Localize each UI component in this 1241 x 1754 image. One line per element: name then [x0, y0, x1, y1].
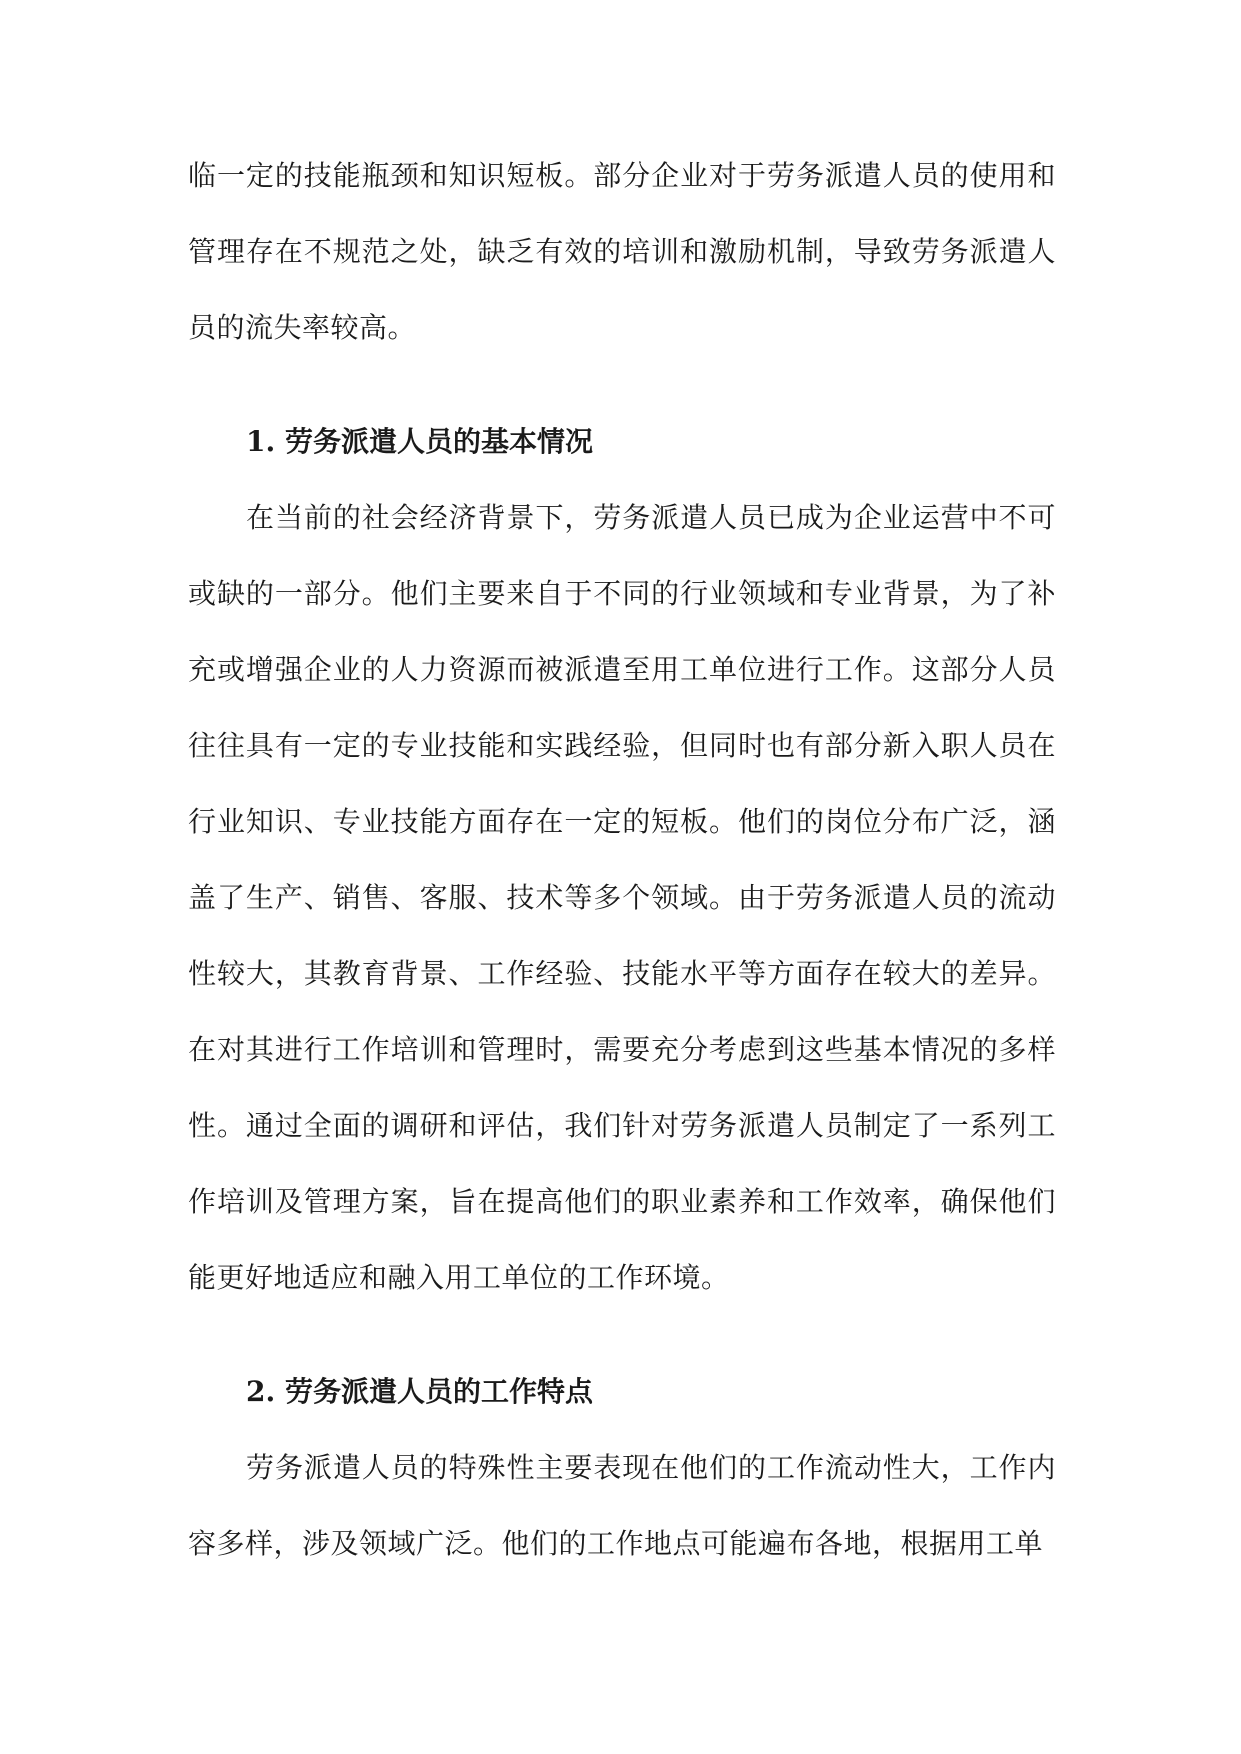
section-2-heading: 2. 劳务派遣人员的工作特点 [246, 1375, 593, 1408]
section-1-paragraph: 在当前的社会经济背景下，劳务派遣人员已成为企业运营中不可或缺的一部分。他们主要来自于不同的行业领域和专业背景，为了补充或增强企业的人力资源而被派遣至用工单位进行工作。这部分人员往往具有一定的专业技能和实践经验，但同时也有部分新入职人员在行业知识、专业技能方面存在一定的短板。他们的岗位分布广泛，涵盖了生产、销售、客服、技术等多个领域。由于劳务派遣人员的流动性较大，其教育背景、工作经验、技能水平等方面存在较大的差异。在对其进行工作培训和管理时，需要充分考虑到这些基本情况的多样性。通过全面的调研和评估，我们针对劳务派遣人员制定了一系列工作培训及管理方案，旨在提高他们的职业素养和工作效率，确保他们能更好地适应和融入用工单位的工作环境。 [188, 501, 1056, 1294]
intro-paragraph: 临一定的技能瓶颈和知识短板。部分企业对于劳务派遣人员的使用和管理存在不规范之处，缺乏有效的培训和激励机制，导致劳务派遣人员的流失率较高。 [188, 159, 1056, 344]
section-2-paragraph: 劳务派遣人员的特殊性主要表现在他们的工作流动性大，工作内容多样，涉及领域广泛。他们的工作地点可能遍布各地，根据用工单 [188, 1451, 1056, 1560]
section-spacer [188, 1316, 1056, 1354]
section-1-heading: 1. 劳务派遣人员的基本情况 [246, 425, 593, 458]
document-body [188, 138, 1056, 1582]
section-spacer [188, 366, 1056, 404]
